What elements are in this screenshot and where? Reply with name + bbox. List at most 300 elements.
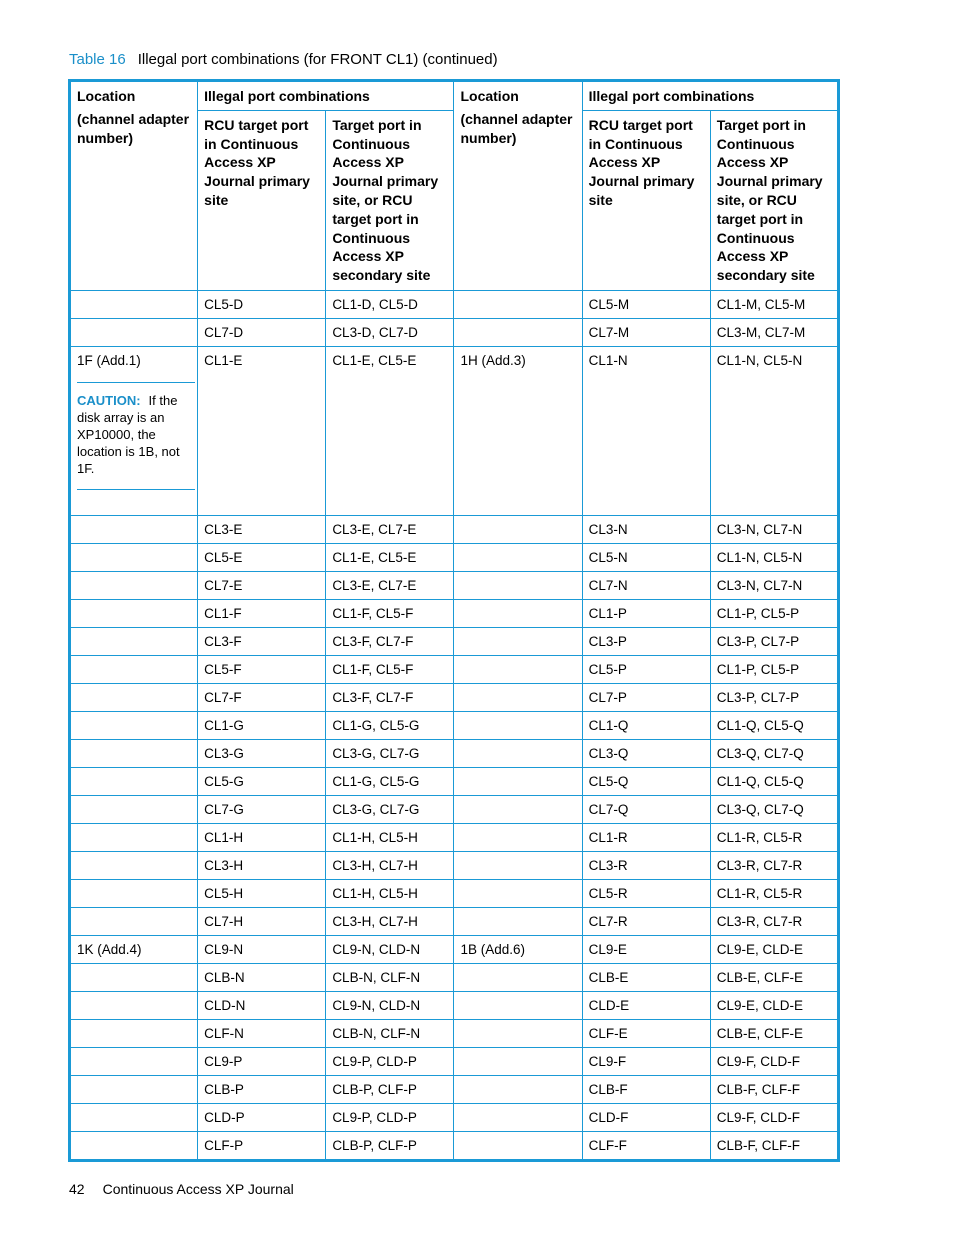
- cell-text: CLB-N: [204, 969, 245, 985]
- cell-text: CL3-E, CL7-E: [332, 577, 417, 593]
- cell-text: CL7-R: [588, 913, 628, 929]
- cell-text: CL9-N: [204, 941, 244, 957]
- cell-text: CLF-E: [588, 1025, 628, 1041]
- table-cell: [70, 795, 198, 823]
- cell-text: CLD-F: [588, 1109, 629, 1125]
- cell-text: CL1-N, CL5-N: [716, 352, 803, 368]
- table-cell: [198, 1103, 326, 1131]
- table-row: [70, 907, 839, 935]
- table-cell: [454, 991, 582, 1019]
- table-cell: [454, 963, 582, 991]
- table-cell: [710, 346, 838, 515]
- table-cell: [326, 739, 454, 767]
- table-cell: [70, 290, 198, 318]
- table-cell: [326, 1047, 454, 1075]
- table-cell: [70, 599, 198, 627]
- table-cell: [326, 627, 454, 655]
- table-cell: [70, 1075, 198, 1103]
- table-cell: [582, 627, 710, 655]
- cell-text: 1K (Add.4): [77, 941, 142, 957]
- cell-text: CL3-N, CL7-N: [716, 521, 803, 537]
- table-cell: [582, 1019, 710, 1047]
- table-cell: [710, 1075, 838, 1103]
- table-cell: [710, 571, 838, 599]
- table-cell: [454, 318, 582, 346]
- cell-text: CLD-E: [588, 997, 630, 1013]
- table-cell: [454, 627, 582, 655]
- cell-text: CL7-G: [204, 801, 244, 817]
- cell-text: 1B (Add.6): [460, 941, 526, 957]
- cell-text: CL3-F, CL7-F: [332, 689, 414, 705]
- table-cell: [326, 543, 454, 571]
- table-cell: [198, 1047, 326, 1075]
- cell-text: CL1-R, CL5-R: [716, 885, 803, 901]
- table-row: [70, 515, 839, 543]
- cell-text: 1F (Add.1): [77, 352, 141, 368]
- cell-text: CL9-F: [588, 1053, 627, 1069]
- table-cell: [454, 571, 582, 599]
- table-cell: [454, 515, 582, 543]
- table-cell: [326, 795, 454, 823]
- cell-text: CL1-H, CL5-H: [332, 885, 418, 901]
- cell-text: CL9-N, CLD-N: [332, 997, 421, 1013]
- cell-text: CL9-F, CLD-F: [716, 1053, 801, 1069]
- cell-text: CL1-F, CL5-F: [332, 661, 414, 677]
- table-cell: [454, 767, 582, 795]
- table-row: [70, 1075, 839, 1103]
- table-row: [70, 963, 839, 991]
- table-row: [70, 346, 839, 515]
- table-row: [70, 543, 839, 571]
- table-title: Illegal port combinations (for FRONT CL1) (continued): [137, 51, 498, 68]
- cell-text: CL7-N: [588, 577, 628, 593]
- cell-text: CL3-Q, CL7-Q: [716, 745, 804, 761]
- table-cell: [70, 318, 198, 346]
- table-cell: [198, 655, 326, 683]
- table-cell: [710, 318, 838, 346]
- table-cell: [710, 627, 838, 655]
- table-cell: [710, 655, 838, 683]
- table-cell: [710, 1103, 838, 1131]
- table-cell: [198, 711, 326, 739]
- cell-text: CLB-N, CLF-N: [332, 969, 421, 985]
- cell-text: CL1-H, CL5-H: [332, 829, 418, 845]
- table-cell: [326, 1131, 454, 1160]
- caution-note: [77, 382, 195, 490]
- table-cell: [70, 907, 198, 935]
- table-cell: [326, 823, 454, 851]
- table-cell: [326, 571, 454, 599]
- table-cell: [198, 683, 326, 711]
- table-cell: [70, 879, 198, 907]
- table-cell: [70, 739, 198, 767]
- table-cell: [454, 1019, 582, 1047]
- cell-text: CLB-F, CLF-F: [716, 1081, 801, 1097]
- table-cell: [582, 879, 710, 907]
- cell-text: CL3-N, CL7-N: [716, 577, 803, 593]
- table-cell: [70, 655, 198, 683]
- table-cell: [70, 1103, 198, 1131]
- table-cell: [710, 290, 838, 318]
- table-cell: [198, 991, 326, 1019]
- table-cell: [326, 346, 454, 515]
- table-cell: [198, 318, 326, 346]
- table-cell: [710, 795, 838, 823]
- cell-text: CL3-D, CL7-D: [332, 324, 418, 340]
- table-cell: [70, 515, 198, 543]
- table-caption: [69, 50, 498, 70]
- cell-text: CL7-M: [588, 324, 630, 340]
- table-cell: [582, 599, 710, 627]
- table-cell: [454, 711, 582, 739]
- table-row: [70, 1019, 839, 1047]
- table-cell: [70, 823, 198, 851]
- cell-text: CLB-P: [204, 1081, 244, 1097]
- cell-text: CL9-E: [588, 941, 627, 957]
- table-cell: [326, 879, 454, 907]
- table-cell: [198, 767, 326, 795]
- cell-text: CLD-P: [204, 1109, 245, 1125]
- cell-text: CL5-M: [588, 296, 630, 312]
- cell-text: CL3-G, CL7-G: [332, 745, 420, 761]
- table-cell: [454, 1103, 582, 1131]
- cell-text: CL3-H, CL7-H: [332, 913, 418, 929]
- header-illegal-left: Illegal port combinations: [198, 81, 454, 111]
- table-cell: [710, 935, 838, 963]
- page-number: 42: [69, 1181, 85, 1197]
- cell-text: CL1-R, CL5-R: [716, 829, 803, 845]
- cell-text: CL7-E: [204, 577, 243, 593]
- table-cell: [454, 851, 582, 879]
- table-cell: [326, 515, 454, 543]
- cell-text: CLB-P, CLF-P: [332, 1137, 417, 1153]
- table-cell: [710, 879, 838, 907]
- header-location-left: [70, 81, 198, 291]
- cell-text: CLF-P: [204, 1137, 244, 1153]
- cell-text: CLF-N: [204, 1025, 244, 1041]
- table-cell: [582, 1131, 710, 1160]
- table-cell: [582, 907, 710, 935]
- header-target-right: Target port in Continuous Access XP Journal primary site, or RCU target port in Continuous Access XP secondary site: [710, 110, 838, 290]
- table-row: [70, 711, 839, 739]
- cell-text: CL1-P: [588, 605, 627, 621]
- cell-text: CL9-P: [204, 1053, 243, 1069]
- table-cell: [326, 963, 454, 991]
- header-target-left: Target port in Continuous Access XP Journal primary site, or RCU target port in Continuous Access XP secondary site: [326, 110, 454, 290]
- cell-text: CL5-H: [204, 885, 244, 901]
- table-cell: [582, 290, 710, 318]
- table-cell: [710, 711, 838, 739]
- table-cell: [198, 1131, 326, 1160]
- table-cell: [198, 515, 326, 543]
- cell-text: CL5-F: [204, 661, 242, 677]
- table-cell: [582, 991, 710, 1019]
- table-cell: [198, 627, 326, 655]
- table-cell: [70, 935, 198, 963]
- table-row: [70, 795, 839, 823]
- table-cell: [326, 683, 454, 711]
- table-cell: [710, 963, 838, 991]
- table-row: [70, 290, 839, 318]
- cell-text: CLB-P, CLF-P: [332, 1081, 417, 1097]
- table-cell: [198, 795, 326, 823]
- header-illegal-right: Illegal port combinations: [582, 81, 838, 111]
- cell-text: CLB-E: [588, 969, 629, 985]
- cell-text: CL9-P, CLD-P: [332, 1053, 417, 1069]
- cell-text: CL1-G, CL5-G: [332, 717, 420, 733]
- cell-text: CL1-D, CL5-D: [332, 296, 418, 312]
- cell-text: CL7-H: [204, 913, 244, 929]
- cell-text: CLB-F: [588, 1081, 628, 1097]
- cell-text: CL3-R: [588, 857, 628, 873]
- table-cell: [582, 963, 710, 991]
- cell-text: CLF-F: [588, 1137, 627, 1153]
- cell-text: CL3-P, CL7-P: [716, 689, 800, 705]
- cell-text: CLB-N, CLF-N: [332, 1025, 421, 1041]
- cell-text: CL1-G, CL5-G: [332, 773, 420, 789]
- cell-text: CL1-H: [204, 829, 244, 845]
- table-row: [70, 851, 839, 879]
- cell-text: CL1-F: [204, 605, 242, 621]
- table-cell: [70, 711, 198, 739]
- table-cell: [326, 318, 454, 346]
- cell-text: CL3-F, CL7-F: [332, 633, 414, 649]
- cell-text: CL1-F, CL5-F: [332, 605, 414, 621]
- table-cell: [454, 907, 582, 935]
- cell-text: CL5-G: [204, 773, 244, 789]
- cell-text: CL3-H, CL7-H: [332, 857, 418, 873]
- table-cell: [198, 346, 326, 515]
- table-cell: [582, 851, 710, 879]
- table-cell: [70, 543, 198, 571]
- table-cell: [326, 290, 454, 318]
- table-cell: [198, 851, 326, 879]
- table-cell: [326, 907, 454, 935]
- illegal-port-table: [68, 79, 840, 1162]
- table-cell: [198, 739, 326, 767]
- cell-text: CL3-E: [204, 521, 243, 537]
- table-cell: [454, 599, 582, 627]
- table-cell: [198, 599, 326, 627]
- table-row: [70, 1103, 839, 1131]
- cell-text: CL9-E, CLD-E: [716, 941, 804, 957]
- table-cell: [454, 935, 582, 963]
- table-cell: [582, 767, 710, 795]
- table-cell: [710, 1047, 838, 1075]
- cell-text: CL3-N: [588, 521, 628, 537]
- cell-text: CL9-F, CLD-F: [716, 1109, 801, 1125]
- cell-text: CL1-N, CL5-N: [716, 549, 803, 565]
- table-cell: [710, 1019, 838, 1047]
- table-cell: [70, 627, 198, 655]
- cell-text: CL1-Q: [588, 717, 629, 733]
- cell-text: 1H (Add.3): [460, 352, 526, 368]
- table-cell: [710, 851, 838, 879]
- table-cell: [710, 991, 838, 1019]
- table-number: Table 16: [69, 51, 126, 68]
- table-cell: [198, 1075, 326, 1103]
- table-cell: [454, 879, 582, 907]
- table-cell: [70, 683, 198, 711]
- table-body: [70, 290, 839, 1160]
- cell-text: CL9-P, CLD-P: [332, 1109, 417, 1125]
- table-cell: [582, 318, 710, 346]
- cell-text: CL5-P: [588, 661, 627, 677]
- table-cell: [454, 346, 582, 515]
- table-cell: [582, 543, 710, 571]
- table-cell: [326, 655, 454, 683]
- cell-text: CL7-Q: [588, 801, 629, 817]
- cell-text: CL5-Q: [588, 773, 629, 789]
- table-cell: [198, 879, 326, 907]
- table-cell: [710, 543, 838, 571]
- caution-text: If the disk array is an XP10000, the location is 1B, not 1F.: [77, 392, 180, 476]
- cell-text: CL1-E, CL5-E: [332, 549, 417, 565]
- cell-text: CL5-R: [588, 885, 628, 901]
- table-cell: [454, 1131, 582, 1160]
- cell-text: CL3-R, CL7-R: [716, 857, 803, 873]
- table-cell: [710, 1131, 838, 1160]
- cell-text: CL5-E: [204, 549, 243, 565]
- cell-text: CL3-H: [204, 857, 244, 873]
- table-cell: [70, 851, 198, 879]
- cell-text: CL1-M, CL5-M: [716, 296, 806, 312]
- table-cell: [70, 1131, 198, 1160]
- table-row: [70, 991, 839, 1019]
- table-cell: [454, 683, 582, 711]
- table-row: [70, 739, 839, 767]
- cell-text: CL5-D: [204, 296, 244, 312]
- table-cell: [70, 346, 198, 515]
- table-row: [70, 823, 839, 851]
- cell-text: CL1-Q, CL5-Q: [716, 773, 804, 789]
- table-cell: [326, 991, 454, 1019]
- table-cell: [198, 935, 326, 963]
- table-cell: [454, 290, 582, 318]
- table-cell: [198, 571, 326, 599]
- table-cell: [582, 1047, 710, 1075]
- table-cell: [198, 823, 326, 851]
- table-cell: [582, 823, 710, 851]
- table-cell: [198, 1019, 326, 1047]
- table-row: [70, 571, 839, 599]
- table-cell: [582, 739, 710, 767]
- cell-text: CL3-G: [204, 745, 244, 761]
- cell-text: CL7-P: [588, 689, 627, 705]
- table-cell: [582, 795, 710, 823]
- table-cell: [454, 823, 582, 851]
- table-cell: [582, 571, 710, 599]
- header-location-sub: (channel adapter number): [77, 110, 190, 146]
- table-cell: [710, 739, 838, 767]
- table-row: [70, 879, 839, 907]
- cell-text: CLD-N: [204, 997, 246, 1013]
- cell-text: CL3-R, CL7-R: [716, 913, 803, 929]
- table-cell: [710, 683, 838, 711]
- header-location-label: Location: [77, 88, 136, 104]
- table-cell: [582, 935, 710, 963]
- table-row: [70, 683, 839, 711]
- table-cell: [198, 290, 326, 318]
- header-location-right: [454, 81, 582, 291]
- table-cell: [198, 963, 326, 991]
- table-cell: [582, 683, 710, 711]
- table-cell: [454, 739, 582, 767]
- table-cell: [70, 767, 198, 795]
- table-cell: [582, 515, 710, 543]
- table-cell: [454, 1047, 582, 1075]
- table-cell: [70, 1019, 198, 1047]
- table-cell: [326, 599, 454, 627]
- cell-text: CL7-F: [204, 689, 242, 705]
- cell-text: CL3-G, CL7-G: [332, 801, 420, 817]
- table-cell: [326, 935, 454, 963]
- cell-text: CL3-P, CL7-P: [716, 633, 800, 649]
- table-cell: [454, 795, 582, 823]
- table-cell: [198, 907, 326, 935]
- table-cell: [582, 1075, 710, 1103]
- page-footer: [69, 1180, 294, 1198]
- cell-text: CLB-E, CLF-E: [716, 969, 804, 985]
- table-cell: [710, 823, 838, 851]
- cell-text: CL3-E, CL7-E: [332, 521, 417, 537]
- table-cell: [454, 543, 582, 571]
- table-row: [70, 627, 839, 655]
- table-cell: [326, 1019, 454, 1047]
- table-row: [70, 935, 839, 963]
- table-row: [70, 1047, 839, 1075]
- cell-text: CL1-P, CL5-P: [716, 605, 800, 621]
- cell-text: CL7-D: [204, 324, 244, 340]
- cell-text: CL9-N, CLD-N: [332, 941, 421, 957]
- cell-text: CL1-R: [588, 829, 628, 845]
- table-cell: [582, 711, 710, 739]
- cell-text: CL1-Q, CL5-Q: [716, 717, 804, 733]
- table-cell: [710, 907, 838, 935]
- table-cell: [326, 851, 454, 879]
- table-cell: [326, 767, 454, 795]
- table-cell: [710, 767, 838, 795]
- cell-text: CL1-N: [588, 352, 628, 368]
- cell-text: CL3-Q, CL7-Q: [716, 801, 804, 817]
- cell-text: CL3-P: [588, 633, 627, 649]
- cell-text: CLB-E, CLF-E: [716, 1025, 804, 1041]
- cell-text: CL9-E, CLD-E: [716, 997, 804, 1013]
- table-cell: [582, 655, 710, 683]
- table-row: [70, 599, 839, 627]
- header-rcu-right: RCU target port in Continuous Access XP Journal primary site: [582, 110, 710, 290]
- table-cell: [710, 599, 838, 627]
- table-cell: [70, 963, 198, 991]
- table-cell: [582, 346, 710, 515]
- table-cell: [70, 1047, 198, 1075]
- table-cell: [70, 571, 198, 599]
- cell-text: CL5-N: [588, 549, 628, 565]
- cell-text: CL1-E: [204, 352, 243, 368]
- cell-text: CL3-F: [204, 633, 242, 649]
- cell-text: CL1-G: [204, 717, 244, 733]
- table-cell: [454, 1075, 582, 1103]
- table-cell: [198, 543, 326, 571]
- header-rcu-left: RCU target port in Continuous Access XP Journal primary site: [198, 110, 326, 290]
- table-cell: [70, 991, 198, 1019]
- table-cell: [582, 1103, 710, 1131]
- table-cell: [326, 711, 454, 739]
- table-cell: [454, 655, 582, 683]
- header-location-label: Location: [460, 88, 519, 104]
- cell-text: CL1-P, CL5-P: [716, 661, 800, 677]
- cell-text: CLB-F, CLF-F: [716, 1137, 801, 1153]
